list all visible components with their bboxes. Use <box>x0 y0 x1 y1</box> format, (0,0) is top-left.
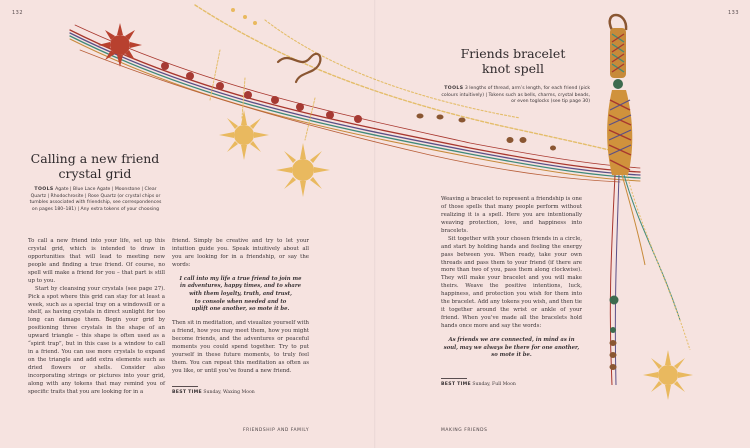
left-incantation-line: to console when needed and to <box>194 298 287 305</box>
right-paragraph-1: Weaving a bracelet to represent a friendship is one of those spells that many people perform without realizing it is a spell. Here you are intentionally weaving protection, love, and happiness into bracelets. <box>441 196 582 234</box>
left-tools <box>28 187 163 214</box>
left-incantation-line: in adventures, happy times, and to share <box>179 283 302 290</box>
right-title-line1: Friends bracelet <box>460 46 566 61</box>
left-column-1 <box>28 238 165 397</box>
left-incantation <box>172 276 309 314</box>
left-footer: FRIENDSHIP AND FAMILY <box>243 428 310 433</box>
right-best-time <box>441 382 582 389</box>
right-column <box>441 196 582 389</box>
page-gutter <box>374 0 376 448</box>
page-number-left: 132 <box>12 10 24 16</box>
right-tools <box>440 86 590 106</box>
right-paragraph-2: Sit together with your chosen friends in a circle, and start by holding hands and feeling the energy pass between you. When ready, take your own threads and pass them to your friend (if there are more than two of you, pass them along clockwise). They will make your bracelet and you will make theirs. Weave the positive intentions, luck, happiness, and protection you wish for them into the bracelet. Add any tokens you wish, and then tie it together around the wrist or ankle of your friend. When you’ve made all the bracelets hold hands once more and say the words: <box>441 235 582 329</box>
right-incantation-line: soul, may we always be there for one another, <box>443 344 580 351</box>
left-tools-text: Agate | Blue Lace Agate | Moonstone | Clear Quartz | Rhodochrosite | Rose Quartz (or crystal chips or tumbles associated with friendship, see correspondences on pages 180–181) | Any extra tokens of your choosing <box>29 187 162 212</box>
left-best-time-value: Sunday, Waxing Moon <box>203 389 255 395</box>
left-best-time <box>172 390 309 397</box>
left-incantation-line: I call into my life a true friend to join me <box>179 275 302 282</box>
right-page-title <box>438 46 588 76</box>
left-incantation-line: with them loyalty, truth, and trust, <box>189 291 292 298</box>
left-col2-paragraph-1: friend. Simply be creative and try to let your intuition guide you. Speak intuitively about all you are looking for in a friendship, or say the words: <box>172 238 309 268</box>
right-incantation-line: so mote it be. <box>491 352 532 359</box>
right-tools-label: TOOLS <box>444 86 464 91</box>
right-title-line2: knot spell <box>482 61 544 76</box>
left-tools-label: TOOLS <box>34 187 54 192</box>
page-number-right: 133 <box>728 10 740 16</box>
right-incantation-line: As friends we are connected, in mind as in <box>448 336 575 343</box>
right-tools-text: 3 lengths of thread, arm’s length, for each friend (pick colours intuitively) | Tokens such as bells, charms, crystal beads, or even toglocks (see tip page 30) <box>441 86 590 105</box>
left-col1-paragraph-2: Start by cleansing your crystals (see page 27). Pick a spot where this grid can stay for at least a week, such as a special tray on a windowsill or a shelf, as having crystals in direct sunlight for too long can damage them. Begin your grid by positioning three crystals in the shape of an upward triangle – this shape is often used as a “spirit trap”, but in this case is a window to call in a friend. You can use more crystals to expand on the triangle and add extra elements such as dried flowers or shells. Consider also incorporating strings or pictures into your grid, along with any tokens that may remind you of specific traits that you are looking for in a <box>28 285 165 395</box>
left-title-line1: Calling a new friend <box>30 151 160 166</box>
left-best-time-label: BEST TIME <box>172 389 202 395</box>
left-page-title <box>20 151 170 181</box>
best-time-divider-right <box>441 378 467 379</box>
left-column-2 <box>172 238 309 396</box>
left-title-line2: crystal grid <box>58 166 132 181</box>
left-incantation-line: uplift one another, so mote it be. <box>191 306 290 313</box>
right-best-time-label: BEST TIME <box>441 381 471 387</box>
right-footer: MAKING FRIENDS <box>441 428 488 433</box>
left-col2-paragraph-2: Then sit in meditation, and visualize yourself with a friend, how you may meet them, how you might become friends, and the adventures or peaceful moments you could spend together. Try to put yourself in these future moments, to truly feel them. You can repeat this meditation as often as you like, or until you’ve found a new friend. <box>172 320 309 374</box>
right-incantation <box>441 337 582 360</box>
best-time-divider-left <box>172 386 198 387</box>
left-col1-paragraph-1: To call a new friend into your life, set up this crystal grid, which is intended to draw in opportunities that will lead to meeting new people and finding a true friend. Of course, no spell will make a friend for you – that part is still up to you. <box>28 238 165 284</box>
right-best-time-value: Sunday, Full Moon <box>472 381 516 387</box>
